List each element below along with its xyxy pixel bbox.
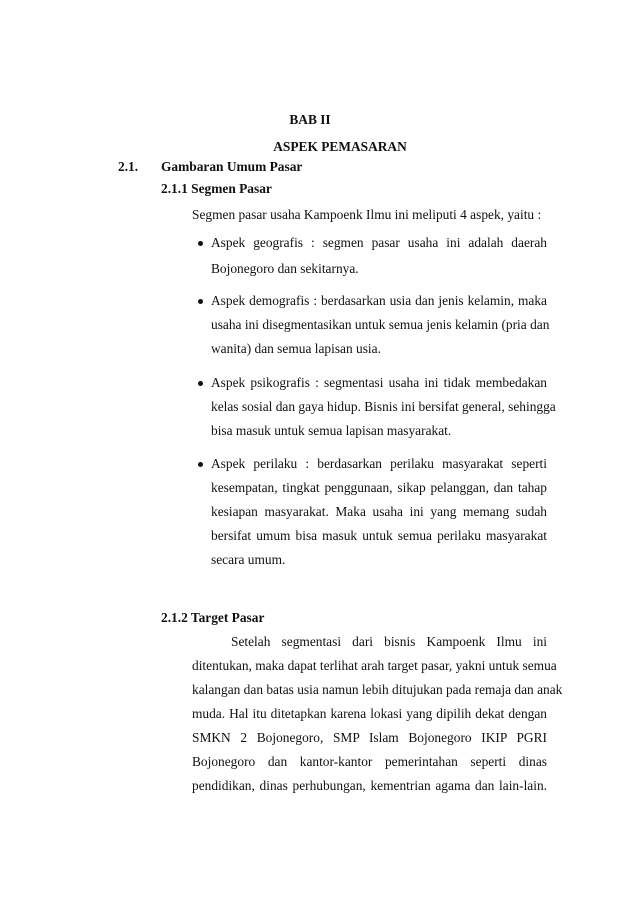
bullet-line: kesiapan masyarakat. Maka usaha ini yang memang sudah bbox=[211, 504, 547, 519]
bullet-line: Aspek psikografis : segmentasi usaha ini tidak membedakan bbox=[211, 375, 547, 390]
section-number: 2.1. bbox=[118, 159, 139, 174]
chapter-number: BAB II bbox=[289, 112, 331, 127]
paragraph-line: Bojonegoro dan kantor-kantor pemerintahan seperti dinas bbox=[192, 754, 547, 769]
paragraph-line: kalangan dan batas usia namun lebih ditujukan pada remaja dan anak bbox=[192, 682, 563, 697]
bullet-line: Aspek geografis : segmen pasar usaha ini adalah daerah bbox=[211, 235, 547, 250]
subsection-heading-target-pasar: 2.1.2 Target Pasar bbox=[161, 610, 265, 625]
bullet-marker bbox=[198, 381, 203, 386]
bullet-line: bisa masuk untuk semua lapisan masyarakat. bbox=[211, 423, 452, 438]
section-title: Gambaran Umum Pasar bbox=[161, 159, 303, 174]
chapter-title: ASPEK PEMASARAN bbox=[273, 139, 407, 154]
bullet-line: Bojonegoro dan sekitarnya. bbox=[211, 261, 359, 276]
bullet-marker bbox=[198, 299, 203, 304]
bullet-line: Aspek perilaku : berdasarkan perilaku masyarakat seperti bbox=[211, 456, 547, 471]
bullet-line: wanita) dan semua lapisan usia. bbox=[211, 341, 381, 356]
bullet-line: kelas sosial dan gaya hidup. Bisnis ini bersifat general, sehingga bbox=[211, 399, 556, 414]
paragraph-line: Setelah segmentasi dari bisnis Kampoenk Ilmu ini bbox=[231, 634, 547, 649]
bullet-line: usaha ini disegmentasikan untuk semua jenis kelamin (pria dan bbox=[211, 317, 550, 332]
paragraph-line: SMKN 2 Bojonegoro, SMP Islam Bojonegoro IKIP PGRI bbox=[192, 730, 547, 745]
paragraph-line: ditentukan, maka dapat terlihat arah target pasar, yakni untuk semua bbox=[192, 658, 557, 673]
bullet-line: secara umum. bbox=[211, 552, 286, 567]
subsection-heading-segmen-pasar: 2.1.1 Segmen Pasar bbox=[161, 181, 272, 196]
bullet-line: Aspek demografis : berdasarkan usia dan jenis kelamin, maka bbox=[211, 293, 547, 308]
paragraph-line: pendidikan, dinas perhubungan, kementrian agama dan lain-lain. bbox=[192, 778, 547, 793]
subsection-intro: Segmen pasar usaha Kampoenk Ilmu ini meliputi 4 aspek, yaitu : bbox=[192, 207, 542, 222]
paragraph-line: muda. Hal itu ditetapkan karena lokasi yang dipilih dekat dengan bbox=[192, 706, 547, 721]
bullet-marker bbox=[198, 462, 203, 467]
bullet-line: bersifat umum bisa masuk untuk semua perilaku masyarakat bbox=[211, 528, 547, 543]
bullet-line: kesempatan, tingkat penggunaan, sikap pelanggan, dan tahap bbox=[211, 480, 547, 495]
bullet-marker bbox=[198, 241, 203, 246]
